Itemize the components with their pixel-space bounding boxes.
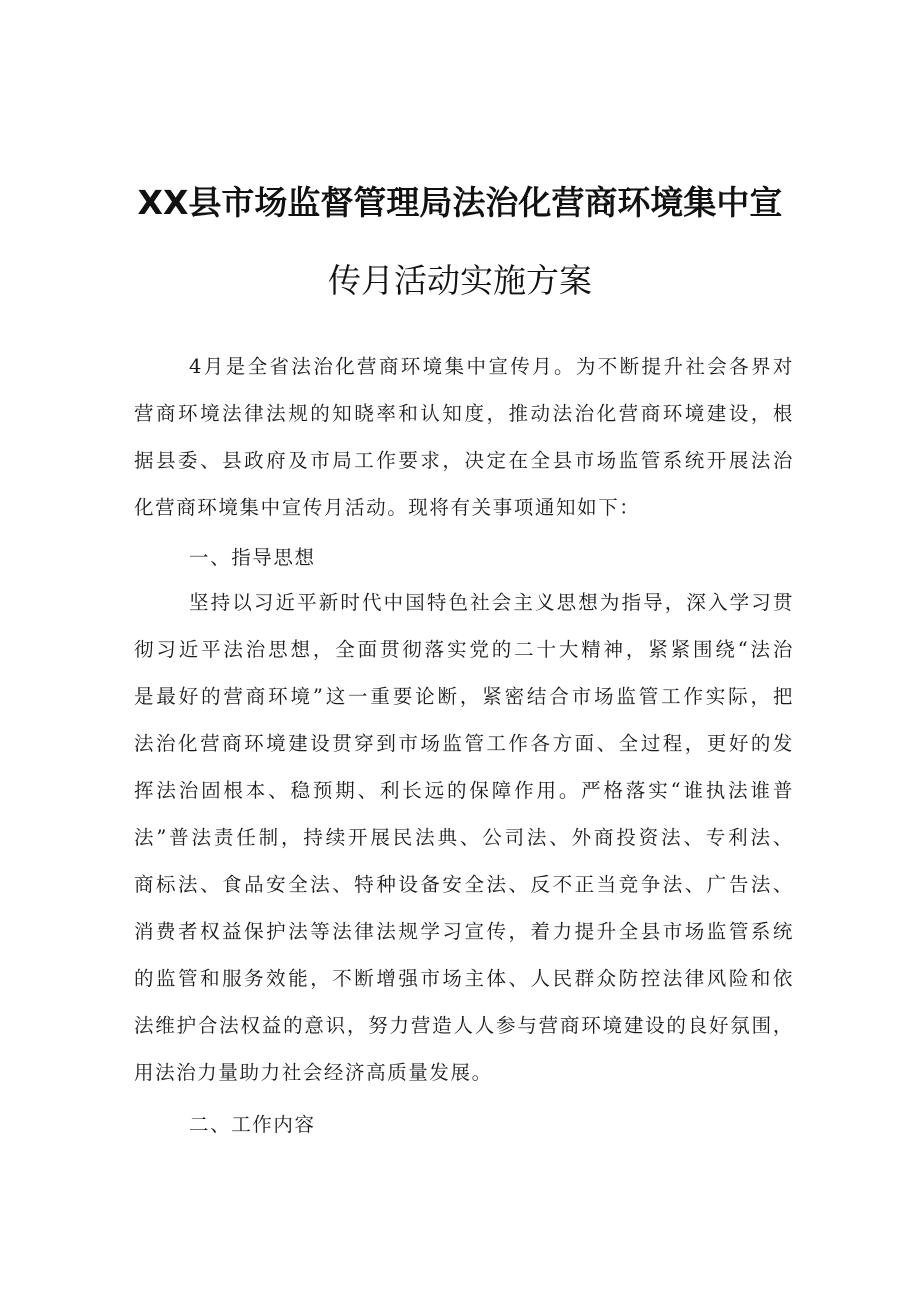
intro-paragraph (134, 343, 794, 531)
paragraph-line: 用法治力量助力社会经济高质量发展。 (134, 1061, 493, 1084)
section-heading-guiding-ideology: 一、指导思想 (189, 546, 316, 569)
paragraph-line: 化营商环境集中宣传月活动。现将有关事项通知如下： (134, 496, 641, 519)
section-heading-work-content: 二、工作内容 (189, 1113, 316, 1136)
paragraph-line: 彻习近平法治思想，全面贯彻落实党的二十大精神，紧紧围绕“法治 (134, 638, 794, 661)
document-title-line-2: 传月活动实施方案 (328, 261, 592, 300)
paragraph-line: 挥法治固根本、稳预期、利长远的保障作用。严格落实“谁执法谁普 (134, 779, 794, 802)
paragraph-line: 法”普法责任制，持续开展民法典、公司法、外商投资法、专利法、 (134, 826, 794, 849)
guiding-ideology-paragraph (134, 579, 794, 1096)
document-title-line-1: XX县市场监督管理局法治化营商环境集中宣 (137, 183, 783, 222)
paragraph-line: 商标法、食品安全法、特种设备安全法、反不正当竞争法、广告法、 (134, 873, 794, 896)
paragraph-line: 消费者权益保护法等法律法规学习宣传，着力提升全县市场监管系统 (134, 920, 794, 943)
paragraph-line: 法治化营商环境建设贯穿到市场监管工作各方面、全过程，更好的发 (134, 732, 794, 755)
paragraph-line: 的监管和服务效能，不断增强市场主体、人民群众防控法律风险和依 (134, 967, 794, 990)
paragraph-line: 坚持以习近平新时代中国特色社会主义思想为指导，深入学习贯 (189, 591, 794, 614)
paragraph-line: 据县委、县政府及市局工作要求，决定在全县市场监管系统开展法治 (134, 449, 794, 472)
paragraph-line: 营商环境法律法规的知晓率和认知度，推动法治化营商环境建设，根 (134, 402, 794, 425)
paragraph-line: 4月是全省法治化营商环境集中宣传月。为不断提升社会各界对 (189, 355, 794, 378)
paragraph-line: 法维护合法权益的意识，努力营造人人参与营商环境建设的良好氛围， (134, 1014, 794, 1037)
paragraph-line: 是最好的营商环境”这一重要论断，紧密结合市场监管工作实际，把 (134, 685, 794, 708)
